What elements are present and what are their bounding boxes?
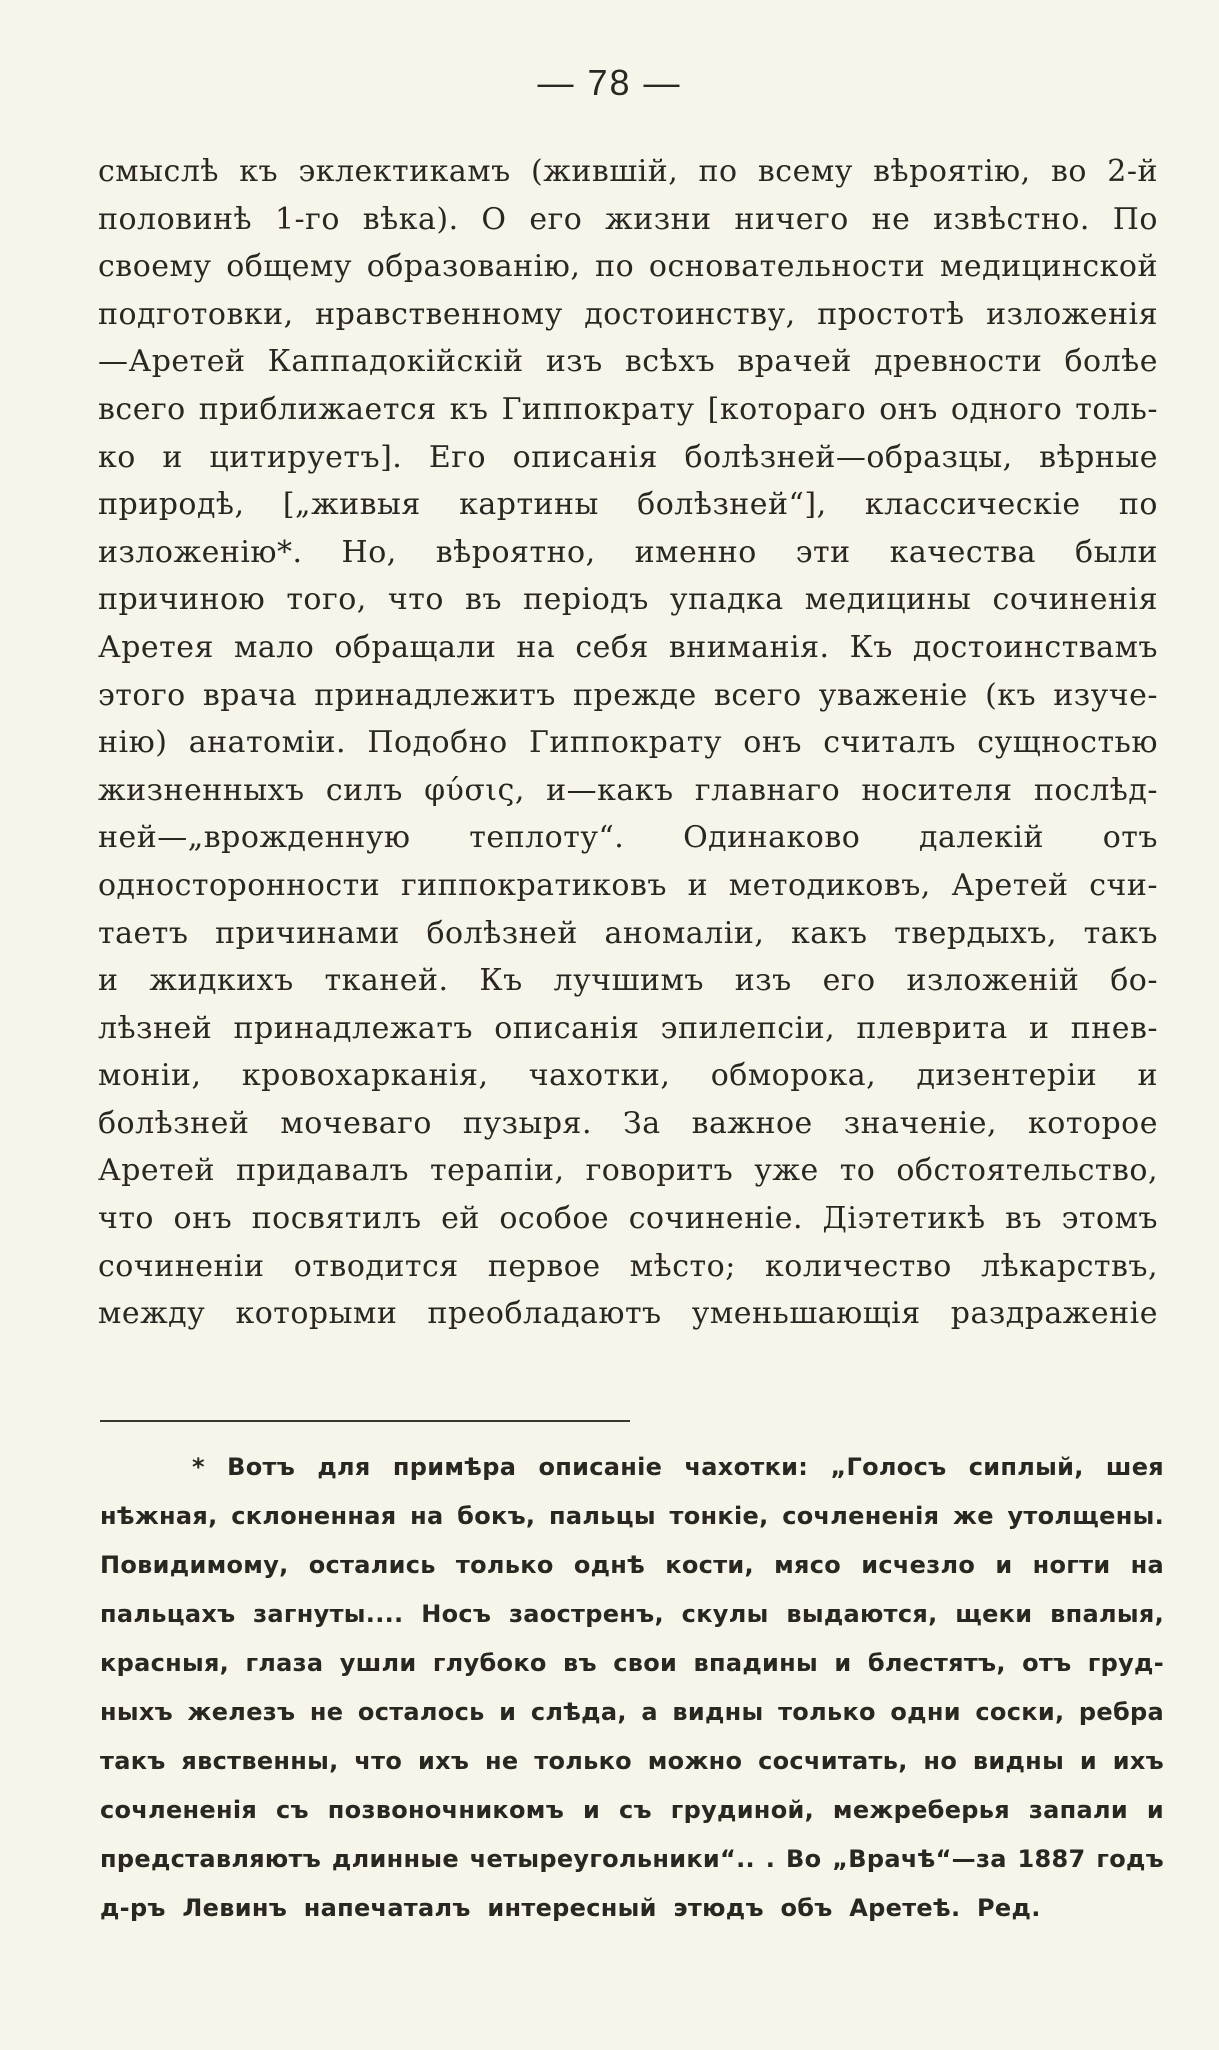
main-text-line: сочиненіи отводится первое мѣсто; количество лѣкарствъ, [98, 1248, 1158, 1284]
main-text-block [98, 148, 1158, 1338]
main-text-line: ней—„врожденную теплоту“. Одинаково далекій отъ [98, 820, 1158, 856]
main-text-line: подготовки, нравственному достоинству, простотѣ изложенія [98, 296, 1158, 332]
main-text-line: болѣзней мочеваго пузыря. За важное значеніе, которое [98, 1105, 1158, 1141]
footnote-line: представляютъ длинные четыреугольники“.. . Во „Врачѣ“—за 1887 годъ [100, 1845, 1164, 1873]
main-text-line: —Аретей Каппадокійскій изъ всѣхъ врачей древности болѣе [98, 344, 1158, 380]
footnote-line: пальцахъ загнуты.... Носъ заостренъ, скулы выдаются, щеки впалыя, [100, 1600, 1164, 1628]
main-text-line: своему общему образованію, по основательности медицинской [98, 249, 1158, 285]
footnote-line: такъ явственны, что ихъ не только можно сосчитать, но видны и ихъ [100, 1747, 1164, 1775]
footnote-line: д-ръ Левинъ напечаталъ интересный этюдъ объ Аретеѣ. Ред. [100, 1894, 1041, 1922]
footnote-divider [100, 1420, 630, 1422]
main-text-line: изложенію*. Но, вѣроятно, именно эти качества были [98, 534, 1158, 570]
main-text-line: Аретей придавалъ терапіи, говоритъ уже то обстоятельство, [98, 1153, 1158, 1189]
page-number: — 78 — [537, 62, 682, 103]
main-text-line: моніи, кровохарканія, чахотки, обморока, дизентеріи и [98, 1058, 1158, 1094]
main-text-line: и жидкихъ тканей. Къ лучшимъ изъ его изложеній бо- [98, 963, 1158, 999]
footnote-line: ныхъ железъ не осталось и слѣда, а видны только одни соски, ребра [100, 1698, 1164, 1726]
main-text-line: причиною того, что въ періодъ упадка медицины сочиненія [98, 582, 1158, 618]
footnote-line: красныя, глаза ушли глубоко въ свои впадины и блестятъ, отъ груд- [100, 1649, 1164, 1677]
main-text-line: жизненныхъ силъ φύσις, и—какъ главнаго носителя послѣд- [98, 772, 1158, 808]
main-text-line: смыслѣ къ эклектикамъ (жившій, по всему вѣроятію, во 2-й [98, 154, 1158, 189]
footnote-line: нѣжная, склоненная на бокъ, пальцы тонкіе, сочлененія же утолщены. [100, 1502, 1164, 1530]
main-text-line: всего приближается къ Гиппократу [котораго онъ одного толь- [98, 391, 1158, 427]
main-text-line: между которыми преобладаютъ уменьшающія раздраженіе [98, 1296, 1158, 1332]
footnote-line: * Вотъ для примѣра описаніе чахотки: „Голосъ сиплый, шея [192, 1453, 1164, 1481]
main-text-line: природѣ, [„живыя картины болѣзней“], классическіе по [98, 487, 1158, 523]
footnote-line: Повидимому, остались только однѣ кости, мясо исчезло и ногти на [100, 1551, 1164, 1579]
main-text-line: ко и цитируетъ]. Его описанія болѣзней—образцы, вѣрные [98, 439, 1158, 475]
main-text-line: половинѣ 1-го вѣка). О его жизни ничего не извѣстно. По [98, 201, 1158, 237]
footnote-line: сочлененія съ позвоночникомъ и съ грудиной, межреберья запали и [100, 1796, 1164, 1824]
main-text-line: таетъ причинами болѣзней аномаліи, какъ твердыхъ, такъ [98, 915, 1158, 951]
main-text-line: односторонности гиппократиковъ и методиковъ, Аретей счи- [98, 867, 1158, 903]
main-text-line: Аретея мало обращали на себя вниманія. Къ достоинствамъ [98, 629, 1158, 665]
footnote-block [100, 1443, 1164, 1933]
main-text-line: нію) анатоміи. Подобно Гиппократу онъ считалъ сущностью [98, 725, 1158, 761]
main-text-line: лѣзней принадлежатъ описанія эпилепсіи, плеврита и пнев- [98, 1010, 1158, 1046]
main-text-line: что онъ посвятилъ ей особое сочиненіе. Діэтетикѣ въ этомъ [98, 1201, 1158, 1237]
main-text-line: этого врача принадлежитъ прежде всего уваженіе (къ изуче- [98, 677, 1158, 713]
